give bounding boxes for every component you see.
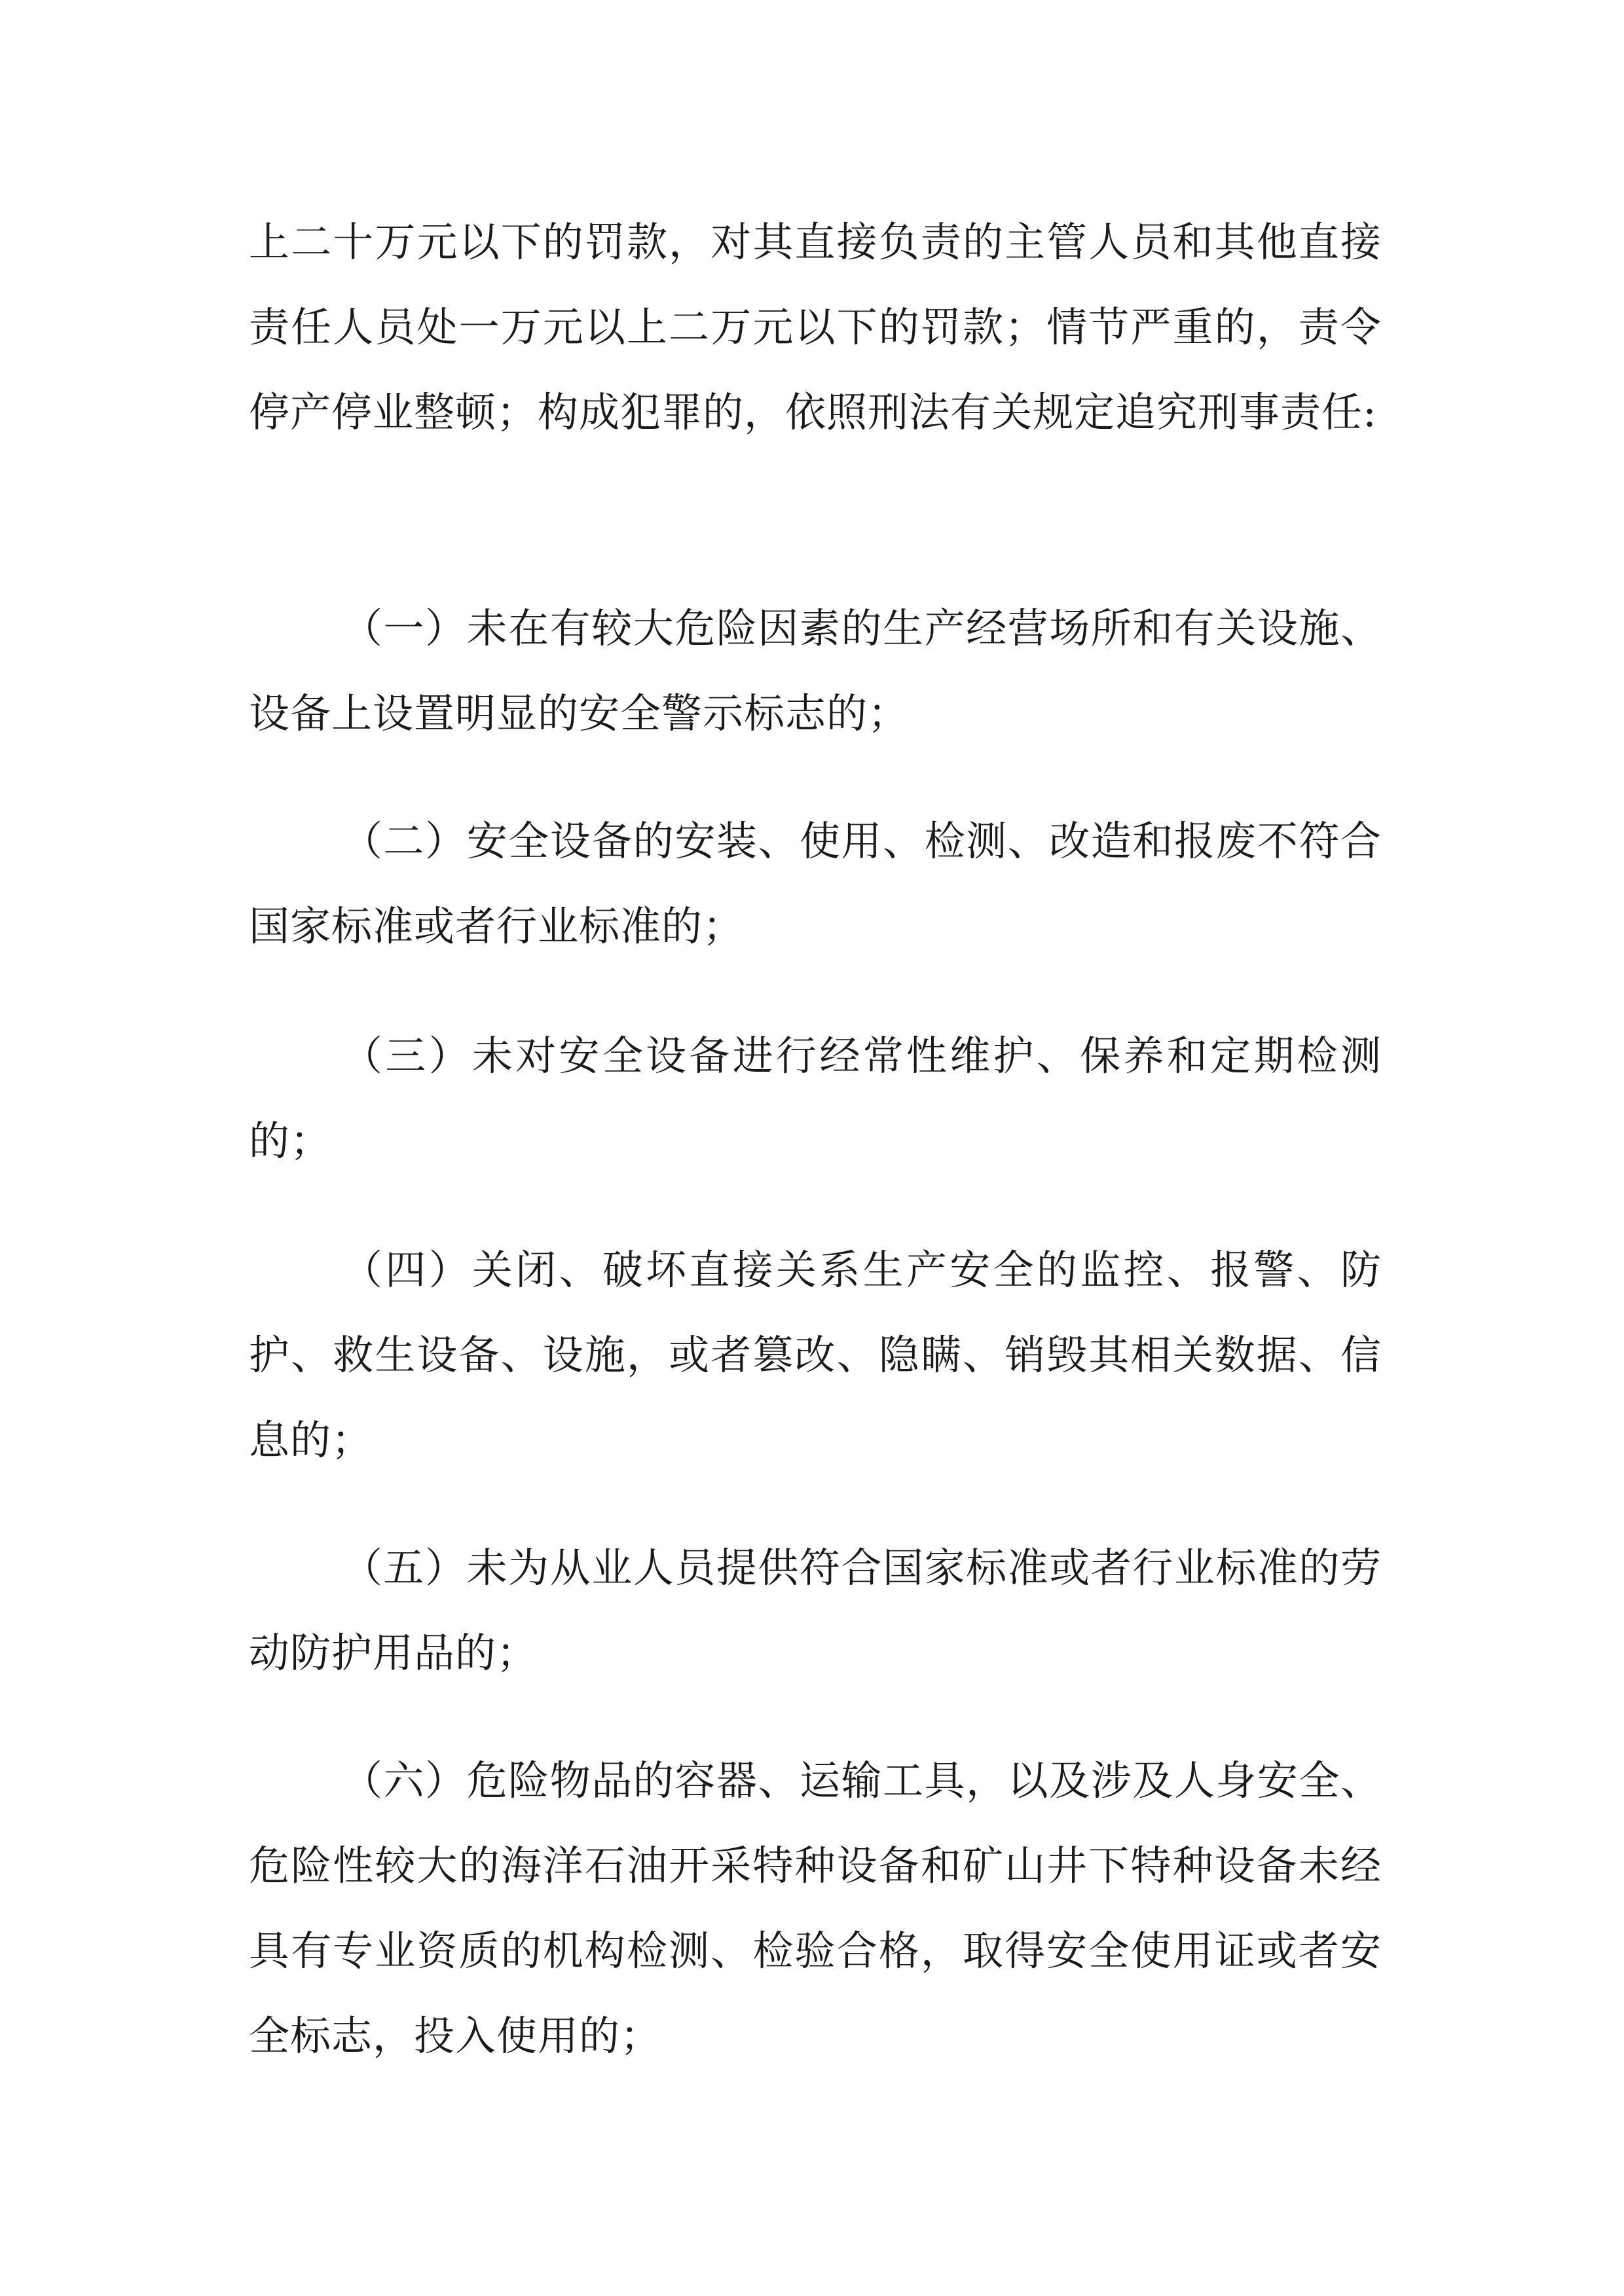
paragraph-continuation: 上二十万元以下的罚款，对其直接负责的主管人员和其他直接责任人员处一万元以上二万元以下的罚款；情节严重的，责令停产停业整顿；构成犯罪的，依照刑法有关规定追究刑事责任: xyxy=(249,218,1382,436)
list-item-4: （四）关闭、破坏直接关系生产安全的监控、报警、防护、救生设备、设施，或者篡改、隐瞒、销毁其相关数据、信息的； xyxy=(249,1246,1382,1464)
list-item-3: （三）未对安全设备进行经常性维护、保养和定期检测的； xyxy=(249,1032,1382,1165)
list-item-1: （一）未在有较大危险因素的生产经营场所和有关设施、设备上设置明显的安全警示标志的； xyxy=(249,604,1382,737)
list-item-6: （六）危险物品的容器、运输工具，以及涉及人身安全、危险性较大的海洋石油开采特种设备和矿山井下特种设备未经具有专业资质的机构检测、检验合格，取得安全使用证或者安全标志，投入使用的； xyxy=(249,1757,1382,2060)
list-item-2: （二）安全设备的安装、使用、检测、改造和报废不符合国家标准或者行业标准的； xyxy=(249,817,1382,950)
list-item-5: （五）未为从业人员提供符合国家标准或者行业标准的劳动防护用品的； xyxy=(249,1544,1382,1677)
